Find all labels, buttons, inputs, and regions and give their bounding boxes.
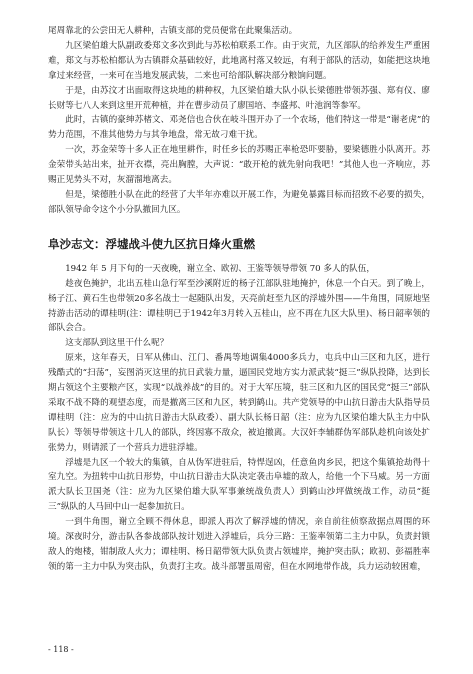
document-page — [48, 24, 430, 575]
paragraph: 这支部队到这里干什么呢？ — [65, 338, 169, 349]
paragraph: 但是，梁德胜小队在此的经营了大半年亦难以开展工作，为避免暴露目标而招致不必要的损失，部队领导命令这个小分队撤回九区。 — [48, 189, 430, 215]
paragraph: 尾周靠北的公尝田无人耕种，古镇支部的党员便常在此聚集活动。 — [48, 26, 298, 36]
paragraph: 浮墟是九区一个较大的集镇，自从伪军进驻后，特悍逞凶，任意鱼肉乡民，把这个集镇抢劫得十室九空。为扭转中山抗日形势，中山抗日游击大队决定袭击阜墟的敌人，给他一个下马威。另一方面派大队长卫国尧（注：应为九区梁伯雄大队军事兼统战负责人）到鹤山沙坪做统战工作，动员“挺三”纵队的人马回中山一起参加抗日。 — [48, 457, 430, 513]
section-heading: 阜沙志文：浮墟战斗使九区抗日烽火重燃 — [48, 236, 255, 251]
paragraph: 原来，这年春天，日军从佛山、江门、番禺等地调集4000多兵力，屯兵中山三区和九区，进行残酷式的“扫荡”，妄图消灭这里的抗日武装力量，逼国民党地方实力派武装“挺三”纵队投降，达到长期占领这个主要粮产区，实现“以战养战”的目的。对于大军压境，驻三区和九区的国民党“挺三”部队采取不战不降的观望态度，而是撤离三区和九区，转到鹤山。共产党领导的中山抗日游击大队指导员谭桂明（注：应为的中山抗日游击大队政委）、副大队长杨日韶（注：应为九区梁伯雄大队主力中队队长）等领导带领这十几人的部队，终因寡不敌众，被迫撤离。大汉奸李辅群伪军部队趁机向该处扩张势力，则请派了一个营兵力进驻浮墟。 — [48, 353, 430, 453]
paragraph: 此时，古镇的豪绅苏楮文、邓尧信也合伙在岐斗围开办了一个农场，他们特这一带是“谢老虎”的势力范围，不准其他势力与其争地盘，常无故刁难干扰。 — [48, 115, 430, 141]
paragraph: 于是，由苏汶才出面取得这块地的耕种权，九区梁伯雄大队小队长梁德胜带领苏强、郑有仪、廖长财等七八人来到这里开荒种植，并在曹步动员了廖国培、李盛邦、叶池润等参军。 — [48, 85, 430, 111]
paragraph: 1942 年 5 月下旬的一天夜晚，谢立全、欧初、王鉴等领导带领 70 多人的队伍， — [65, 263, 375, 274]
paragraph: 一到牛角围，谢立全顾不得休息，即派人再次了解浮墟的情况，亲自前往侦察敌据点周围的环境。深夜时分，游击队各参战部队按计划进入浮墟后，兵分三路：王鉴率领第二主力中队，负责封锁敌人的炮楼，钳制敌人火力；谭桂明、杨日韶带领大队负责占领墟岸，掩护突击队；欧初、彭福胜率领的第一主力中队为突击队，负责打主攻。战斗部署虽周密，但在水网地带作战，兵力运动较困难， — [48, 517, 430, 572]
paragraph: 九区梁伯雄大队副政委郑文多次到此与苏松柏联系工作。由于灾荒，九区部队的给养发生严重困难，郑文与苏松柏都认为古镇群众基础较好，此地离村落又较远，有利于部队的活动，如能把这块地拿过来经营，一来可在当地发展武装，二来也可给部队解决部分粮饷问题。 — [48, 40, 430, 81]
section-2 — [48, 262, 430, 575]
section-1 — [48, 24, 430, 218]
paragraph: 一次，苏金荣等十多人正在地里耕作，时任乡长的苏赐正率枪恐吓要胁，要梁德胜小队离开。苏金荣带头站出来，扯开衣襟，亮出胸膛，大声说：“敢开枪的就先射向我吧！”其他人也一齐响应，苏赐正见势头不对，灰溜溜地离去。 — [48, 145, 430, 186]
page-number: - 118 - — [48, 645, 74, 654]
paragraph: 趁夜色掩护，北出五桂山急行军至沙溪附近的杨子江部队驻地掩护，休息一个白天。到了晚上，杨子江、黄石生也带领20多名战士一起随队出发，天亮前赶至九区的浮墟外围——牛角围，同原地坚持游击活动的谭桂明(注：谭桂明已于1942年3月转入五桂山，应不再在九区大队里)、杨日韶率领的部队会合。 — [48, 278, 430, 334]
